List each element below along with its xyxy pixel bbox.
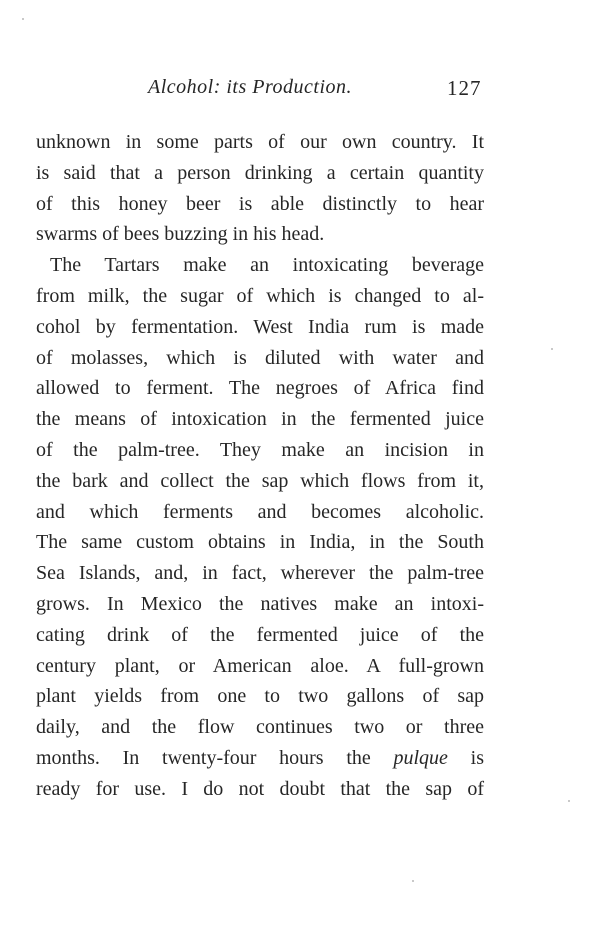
text-line: the means of intoxication in the fermented juice bbox=[36, 408, 484, 431]
italic-term: pulque bbox=[393, 746, 448, 769]
paper-speck bbox=[22, 18, 24, 20]
text-line: the bark and collect the sap which flows from it, bbox=[36, 469, 484, 492]
text-line: cohol by fermentation. West India rum is made bbox=[36, 315, 484, 338]
text-line bbox=[36, 743, 484, 774]
text-line: The Tartars make an intoxicating beverage bbox=[50, 254, 484, 277]
text-line: The same custom obtains in India, in the South bbox=[36, 531, 484, 554]
text-line: plant yields from one to two gallons of sap bbox=[36, 685, 484, 708]
text-line: is said that a person drinking a certain quantity bbox=[36, 161, 484, 184]
text-line: ready for use. I do not doubt that the sap of bbox=[36, 777, 484, 800]
text-line: from milk, the sugar of which is changed to al- bbox=[36, 284, 484, 307]
page-number: 127 bbox=[447, 76, 482, 100]
text-line: of the palm-tree. They make an incision in bbox=[36, 438, 484, 461]
text-line: unknown in some parts of our own country. It bbox=[36, 131, 484, 153]
running-head bbox=[0, 76, 600, 106]
text-line: of this honey beer is able distinctly to hear bbox=[36, 192, 484, 215]
text-line: cating drink of the fermented juice of the bbox=[36, 623, 484, 646]
text-line: grows. In Mexico the natives make an intoxi- bbox=[36, 592, 484, 615]
text-line: century plant, or American aloe. A full-grown bbox=[36, 654, 484, 677]
text-line: daily, and the flow continues two or three bbox=[36, 716, 484, 739]
text-line: and which ferments and becomes alcoholic. bbox=[36, 500, 484, 523]
paper-speck bbox=[412, 880, 414, 882]
text-fragment: months. In twenty-four hours the bbox=[36, 746, 394, 769]
text-fragment: is bbox=[447, 746, 484, 769]
text-line: of molasses, which is diluted with water and bbox=[36, 346, 484, 369]
body-text bbox=[36, 127, 484, 805]
text-line: Sea Islands, and, in fact, wherever the palm-tree bbox=[36, 562, 484, 585]
text-line: swarms of bees buzzing in his head. bbox=[36, 223, 325, 246]
text-line: allowed to ferment. The negroes of Africa find bbox=[36, 377, 484, 400]
running-title: Alcohol: its Production. bbox=[148, 76, 353, 98]
paper-speck bbox=[551, 348, 553, 350]
paper-speck bbox=[568, 800, 570, 802]
